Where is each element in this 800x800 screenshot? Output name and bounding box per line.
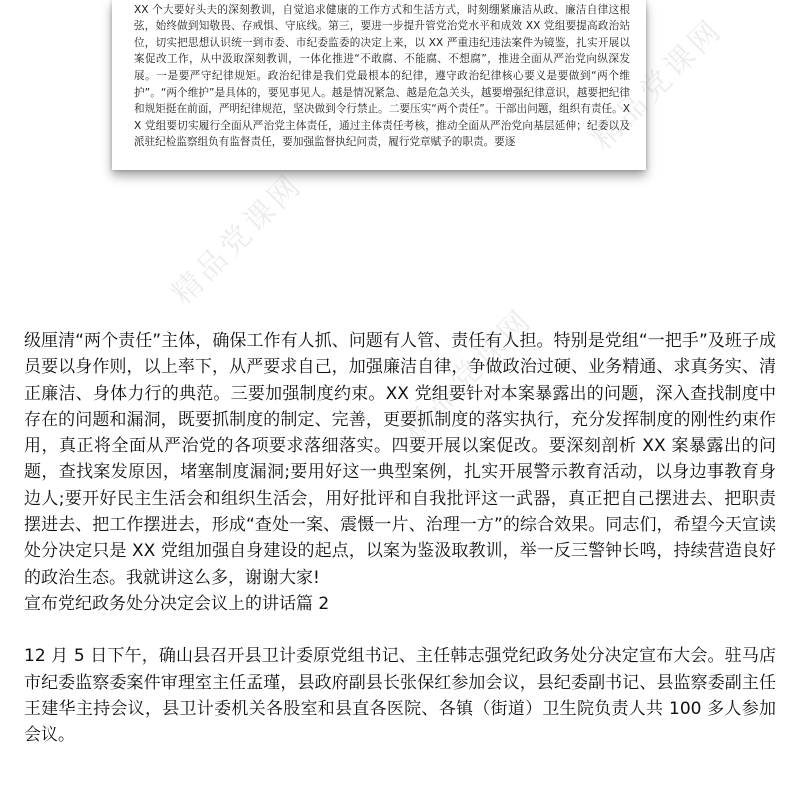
document-preview-card [112, 0, 646, 170]
watermark: 精品党课网 [584, 11, 730, 157]
watermark: 精品党课网 [164, 166, 310, 312]
body-paragraph: 12 月 5 日下午，确山县召开县卫计委原党组书记、主任韩志强党纪政务处分决定宣布大会。驻马店市纪委监察委案件审理室主任孟瑾，县政府副县长张保红参加会议，县纪委副书记、县监察委副主任王建华主持会议，县卫计委机关各股室和县直各医院、各镇（街道）卫生院负责人共 100 多人参加会议。 [24, 646, 776, 746]
document-body [24, 328, 776, 748]
body-paragraph: 级厘清“两个责任”主体，确保工作有人抓、问题有人管、责任有人担。特别是党组“一把手”及班子成员要以身作则，以上率下，从严要求自己，加强廉洁自律，争做政治过硬、业务精通、求真务实、清正廉洁、身体力行的典范。三要加强制度约束。XX 党组要针对本案暴露出的问题，深入查找制度中存在的问题和漏洞，既要抓制度的制定、完善，更要抓制度的落实执行，充分发挥制度的刚性约束作用，真正将全面从严治党的各项要求落细落实。四要开展以案促改。要深刻剖析 XX 案暴露出的问题，查找案发原因，堵塞制度漏洞;要用好这一典型案例，扎实开展警示教育活动，以身边事教育身边人;要开好民主生活会和组织生活会，用好批评和自我批评这一武器，真正把自己摆进去、把职责摆进去、把工作摆进去，形成“查处一案、震慑一片、治理一方”的综合效果。同志们，希望今天宣读处分决定只是 XX 党组加强自身建设的起点，以案为鉴汲取教训，举一反三警钟长鸣，持续营造良好的政治生态。我就讲这么多，谢谢大家! [24, 331, 776, 588]
section-heading: 宣布党纪政务处分决定会议上的讲话篇 2 [24, 593, 330, 614]
preview-paragraph: XX 个大要好头夫的深刻教训，自觉追求健康的工作方式和生活方式，时刻绷紧廉洁从政、廉洁自律这根弦，始终做到知敬畏、存戒惧、守底线。第三，要进一步提升管党治党水平和成效 XX 党组要提高政治站位，切实把思想认识统一到市委、市纪委监委的决定上来，以 XX 严重违纪违法案件为镜鉴，扎实开展以案促改工作，从中汲取深刻教训，一体化推进“不敢腐、不能腐、不想腐”，推进全面从严治党向纵深发展。一是要严守纪律规矩。政治纪律是我们党最根本的纪律，遵守政治纪律核心要义是要做到“两个维护”。“两个维护”是具体的，要见事见人。越是情况紧急、越是危急关头，越要增强纪律意识，越要把纪律和规矩挺在前面，严明纪律规范，坚决做到令行禁止。二要压实“两个责任”。干部出问题，组织有责任。XX 党组要切实履行全面从严治党主体责任，通过主体责任考核，推动全面从严治党向基层延伸；纪委以及派驻纪检监察组负有监督责任，要加强监督执纪问责，履行党章赋予的职责。要逐 [134, 3, 630, 149]
paragraph-gap [24, 617, 776, 643]
watermark: 精品党课网 [394, 301, 540, 447]
